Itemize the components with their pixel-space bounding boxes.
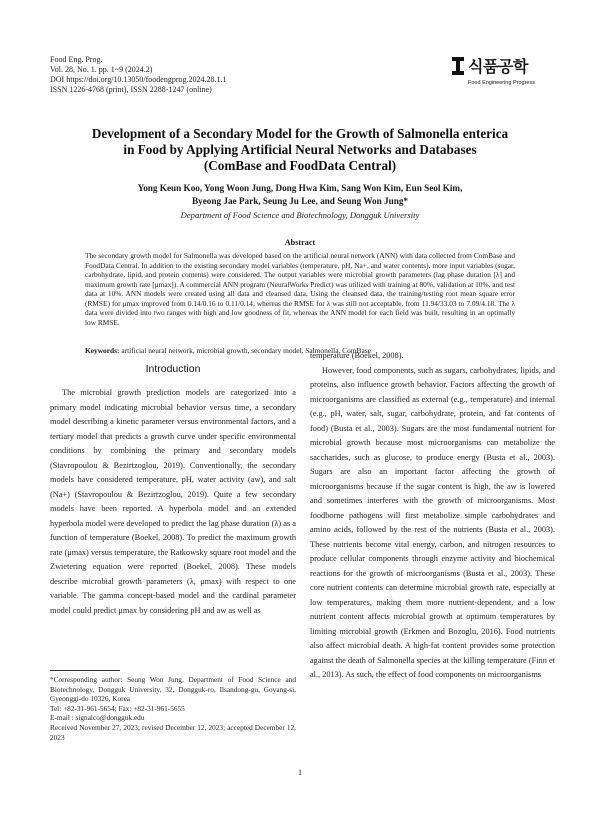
logo-text: 식품공학 [468, 57, 528, 76]
title-line: Development of a Secondary Model for the Growth of Salmonella enterica [91, 126, 509, 141]
intro-continuation: temperature (Boekel, 2008). [310, 351, 404, 360]
logo-mark-icon [452, 57, 464, 75]
abstract-heading: Abstract [284, 238, 316, 247]
received-dates: Received November 27, 2023; revised December 12, 2023; accepted December 12, 2023 [50, 722, 296, 742]
journal-metadata [50, 55, 227, 95]
keywords-text: artificial neural network, microbial growth, secondary model, Salmonella, ComBase [121, 346, 371, 355]
section-heading-introduction: Introduction [145, 363, 201, 375]
contact-phone: Tel: +82-31-961-5654; Fax: +82-31-961-5655 [50, 703, 185, 713]
footnote [50, 675, 296, 742]
authors-line: Yong Keun Koo, Yong Woon Jung, Dong Hwa Kim, Sang Won Kim, Eun Seol Kim, [137, 183, 463, 193]
right-column [310, 349, 555, 683]
authors-line: Byeong Jae Park, Seung Ju Lee, and Seung Won Jung* [191, 196, 409, 206]
intro-paragraph: However, food components, such as sugars, carbohydrates, lipids, and proteins, also influence growth behavior. Factors affecting the growth of microorganisms are classified as external (e.g., temperature) and internal (e.g., pH, water, salt, sugar, carbohydrate, protein, and fat contents of food) (Busta et al., 2003). Sugars are the most fundamental nutrient for microbial growth because most microorganisms can metabolize the saccharides, such as glucose, to produce energy (Busta et al., 2003). Sugars are also an important factor affecting the growth of microorganisms because if the sugar content is high, the aw is lowered and sometimes interferes with the growth of microorganisms. Most foodborne pathogens will first metabolize simple carbohydrates and amino acids, followed by the rest of the nutrients (Busta et al., 2003). These nutrients become vital energy, carbon, and nitrogen resources to produce cellular components through enzyme activity and biochemical reactions for the growth of microorganisms (Busta et al., 2003). These core nutrient contents can determine microbial growth rate, especially at low temperatures, making them more nutrient-dependent, and a low nutrient content affects microbial growth at optimum temperatures by limiting microbial growth (Erkmen and Bozoglu, 2016). Food nutrients also affect microbial death. A high-fat content provides some protection against the death of Salmonella species at the killing temperature (Finn et al., 2013). As such, the effect of food components on microorganisms [310, 365, 555, 679]
author-list [40, 182, 560, 208]
corresponding-author: *Corresponding author: Seung Won Jung, Department of Food Science and Biotechnology, Dongguk University, 32, Dongguk-ro, Ilsandong-gu, Goyang-si, Gyeonggi-do 10326, Korea [50, 675, 296, 704]
title-line: in Food by Applying Artificial Neural Networks and Databases [123, 142, 477, 157]
affiliation: Department of Food Science and Biotechnology, Dongguk University [180, 210, 420, 220]
journal-doi[interactable]: DOI https://doi.org/10.13050/foodengprog.2024.28.1.1 [50, 75, 227, 84]
page-number: 1 [298, 768, 302, 777]
journal-volume: Vol. 28, No. 1. pp. 1~9 (2024.2) [50, 65, 153, 74]
article-title [40, 126, 560, 174]
journal-issn: ISSN 1226-4768 (print), ISSN 2288-1247 (online) [50, 85, 212, 94]
keywords-label: Keywords: [85, 346, 120, 355]
title-line: (ComBase and FoodData Central) [203, 158, 397, 173]
contact-email[interactable]: E-mail : signalco@dongguk.edu [50, 713, 145, 723]
left-column [50, 362, 296, 618]
logo-subtitle: Food Engineering Progress [468, 80, 535, 86]
abstract-text: The secondary growth model for Salmonella was developed based on the artificial neural network (ANN) with data collected from ComBase and FoodData Central. In addition to the existing secondary model variables (temperature, pH, Na+, and water contents), more input variables (sugar, carbohydrate, lipid, and protein contents) were considered. The output variables were microbial growth parameters (lag phase duration [λ] and maximum growth rate [μmax]). A commercial ANN program (NeuralWorks Predict) was utilized with training at 80%, validation at 10%, and test data at 10%. ANN models were created using all data and cleansed data. Using the cleansed data, the training/testing root mean square error (RMSE) for μmax improved from 0.14/0.16 to 0.11/0.14, whereas the RMSE for λ was still not acceptable, from 11.94/33.03 to 7.09/4.18. The λ data were divided into two ranges with high and low goodness of fit, whereas the ANN model for each field was built, resulting in an optimally low RMSE. [85, 251, 515, 327]
intro-paragraph: The microbial growth prediction models are categorized into a primary model indicating microbial behavior versus time, a secondary model describing a kinetic parameter versus environmental factors, and a tertiary model that predicts a growth curve under specific environmental conditions by combining the primary and secondary models (Stavropoulou & Bezirtzoglou, 2019). Conventionally, the secondary models have considered temperature, pH, water activity (aw), and salt (Na+) (Stavropoulou & Bezirtzoglou, 2019). Quite a few secondary models have been reported. A hyperbola model and an extended hyperbola model were developed to predict the lag phase duration (λ) as a function of temperature (Boekel, 2008). To predict the maximum growth rate (μmax) versus temperature, the Ratkowsky square root model and the Zwietering equation were reported (Boekel, 2008). These models describe microbial growth parameters (λ, μmax) with respect to one variable. The gamma concept-based model and the cardinal parameter model could predict μmax by considering pH and aw as well as [50, 388, 296, 615]
journal-name: Food Eng. Prog. [50, 55, 103, 64]
journal-logo [452, 55, 552, 91]
footnote-divider [50, 670, 120, 671]
